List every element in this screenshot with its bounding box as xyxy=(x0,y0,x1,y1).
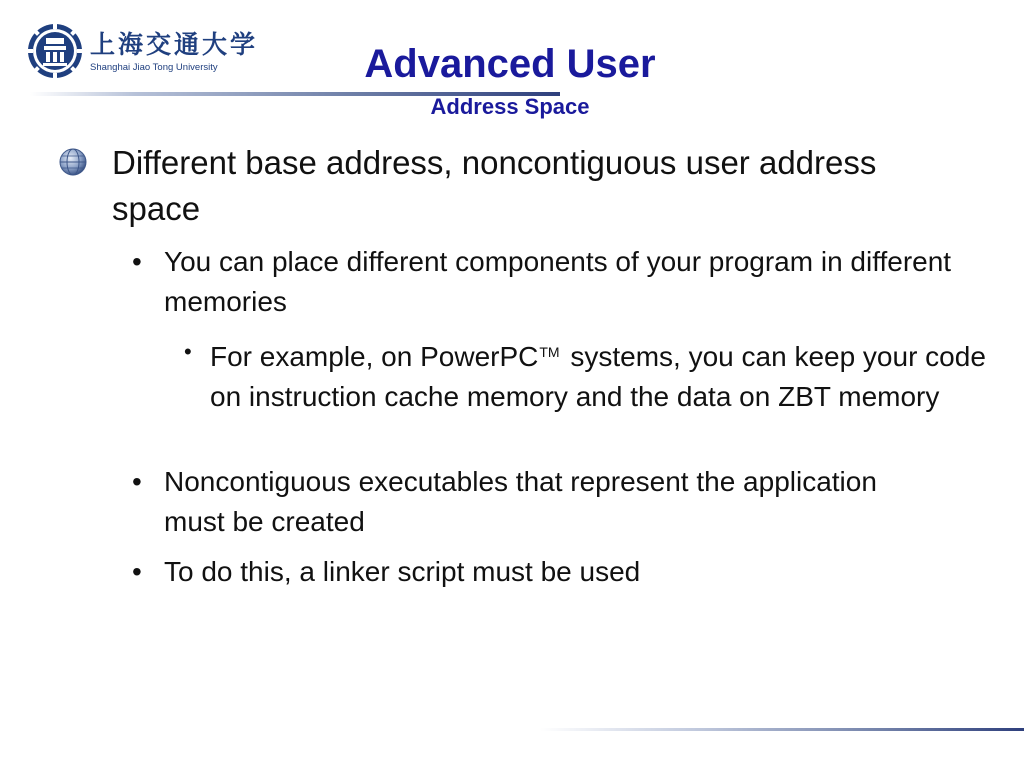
bullet-level3-text xyxy=(210,332,990,417)
university-emblem-icon xyxy=(26,22,84,80)
bullet-level2-text: You can place different components of your program in different memories xyxy=(164,246,952,317)
university-name-english: Shanghai Jiao Tong University xyxy=(90,62,218,73)
bullet-dot: • xyxy=(132,556,142,587)
bullet-dot: • xyxy=(132,246,142,277)
bullet-level2-text: Noncontiguous executables that represent the application must be created xyxy=(164,466,877,537)
trademark-mark: TM xyxy=(539,344,560,360)
bullet-dot: • xyxy=(132,466,142,497)
bullet-level1-text: Different base address, noncontiguous user address space xyxy=(112,144,877,227)
globe-bullet-icon xyxy=(58,147,88,177)
slide-subtitle: Address Space xyxy=(430,94,590,119)
bullet-level2-text: To do this, a linker script must be used xyxy=(164,556,641,587)
university-logo xyxy=(26,22,259,82)
bullet-dot: • xyxy=(184,339,192,364)
bullet-level3-text-end: systems, you can keep your code on instruction cache memory and the data on ZBT memory xyxy=(210,341,986,412)
footer-rule xyxy=(540,728,1024,731)
university-name-chinese: 上海交通大学 xyxy=(90,30,259,59)
bullet-level3-text-start: For example, on PowerPC xyxy=(210,341,539,372)
slide-title: Advanced User xyxy=(364,42,656,86)
